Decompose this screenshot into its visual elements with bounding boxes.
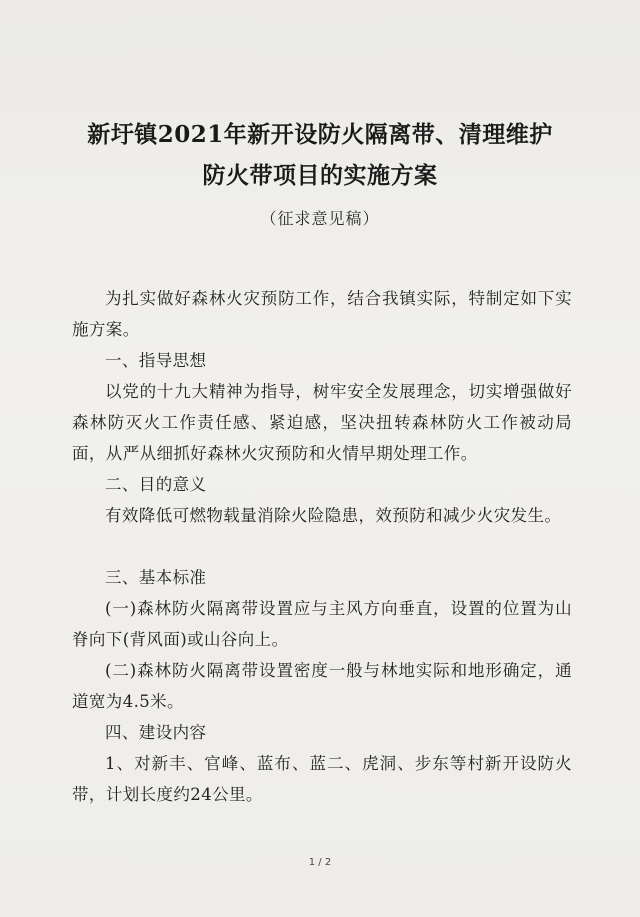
section-heading-construction: 四、建设内容 [105, 723, 207, 742]
section-heading-basic-standards: 三、基本标准 [105, 568, 207, 587]
page-number: 1 / 2 [308, 857, 332, 868]
document-title-line-1: 新圩镇2021年新开设防火隔离带、清理维护 [87, 121, 553, 148]
section-heading-purpose: 二、目的意义 [105, 475, 207, 494]
document-subtitle: （征求意见稿） [260, 209, 380, 228]
section-body-purpose: 有效降低可燃物载量消除火险隐患，效预防和减少火灾发生。 [105, 506, 562, 525]
intro-paragraph: 为扎实做好森林火灾预防工作，结合我镇实际，特制定如下实施方案。 [72, 289, 572, 339]
section-body-guiding-ideology: 以党的十九大精神为指导，树牢安全发展理念，切实增强做好森林防灭火工作责任感、紧迫感，坚决扭转森林防火工作被动局面，从严从细抓好森林火灾预防和火情早期处理工作。 [72, 382, 572, 463]
construction-item-1: 1、对新丰、官峰、蓝布、蓝二、虎洞、步东等村新开设防火带，计划长度约24公里。 [72, 754, 572, 804]
section-heading-guiding-ideology: 一、指导思想 [105, 351, 207, 370]
document-title-line-2: 防火带项目的实施方案 [202, 162, 438, 189]
standard-item-1: (一)森林防火隔离带设置应与主风方向垂直，设置的位置为山脊向下(背风面)或山谷向上。 [72, 599, 572, 649]
standard-item-2: (二)森林防火隔离带设置密度一般与林地实际和地形确定，通道宽为4.5米。 [72, 661, 572, 711]
